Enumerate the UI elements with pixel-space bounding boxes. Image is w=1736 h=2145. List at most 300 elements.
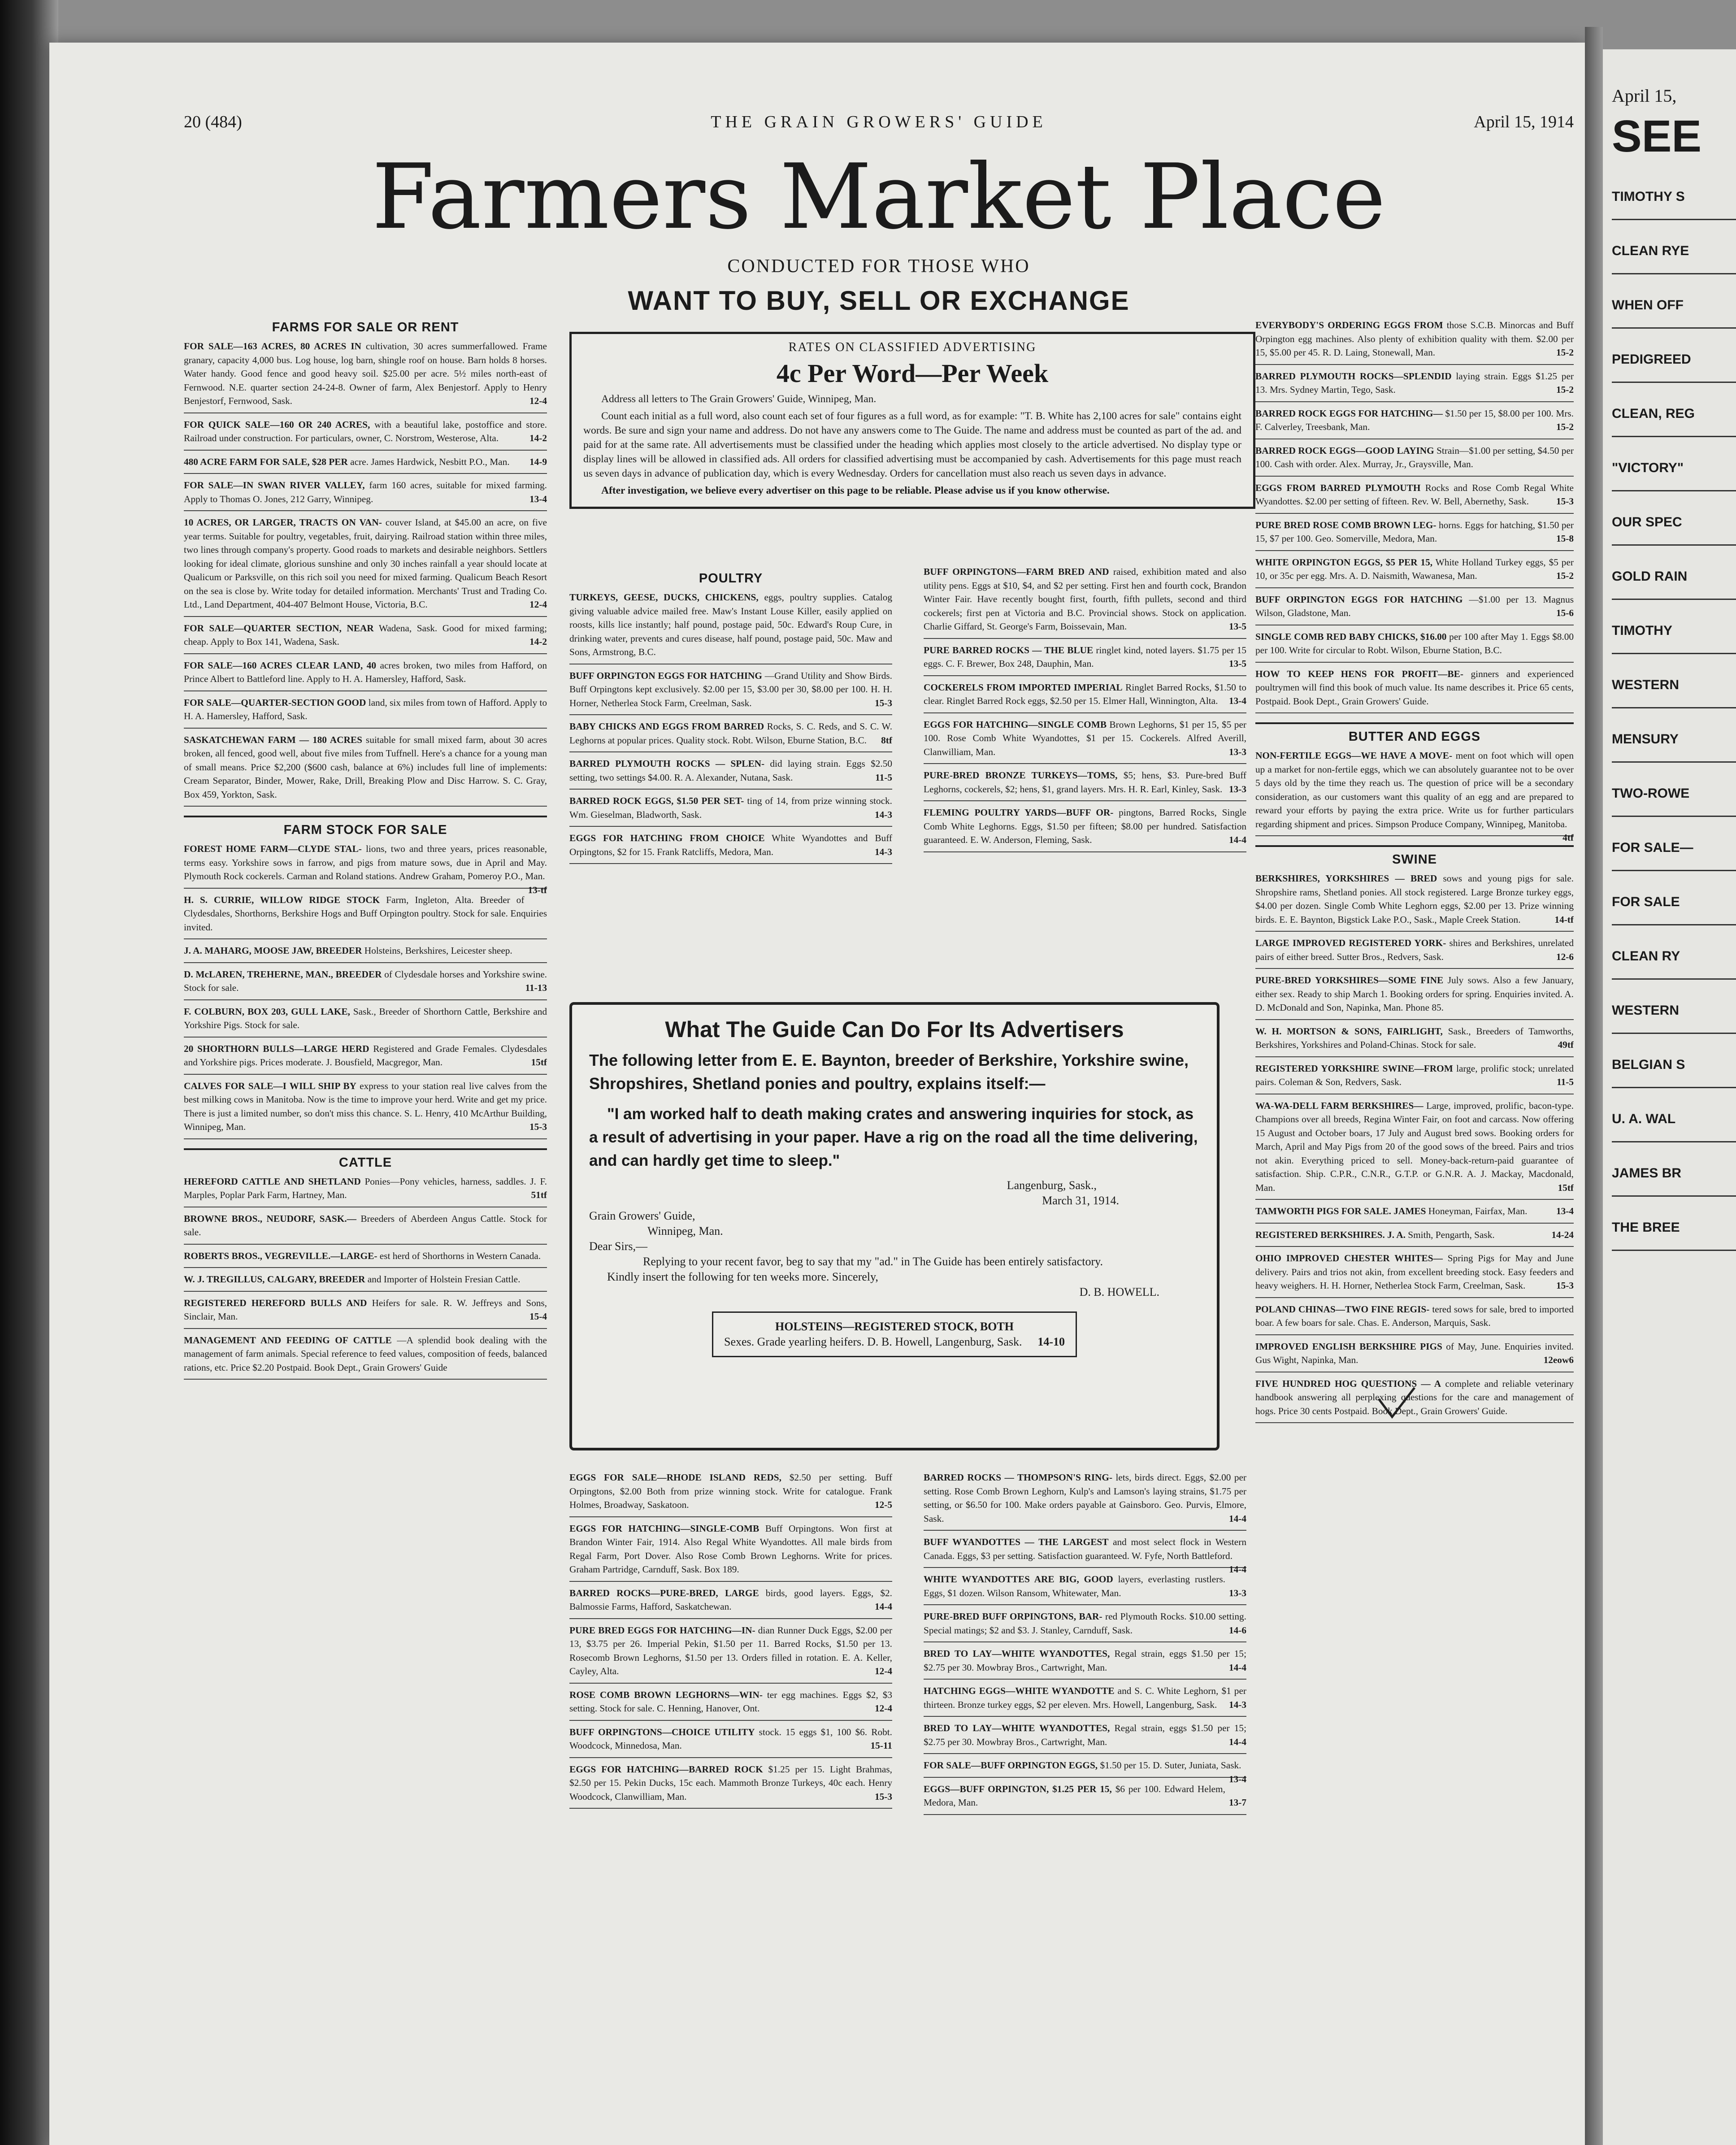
letter-date: March 31, 1914. [1042,1194,1119,1207]
ad-lead: CALVES FOR SALE—I WILL SHIP BY [184,1080,356,1091]
cattle-ads [184,1175,547,1380]
classified-ad [1255,593,1574,620]
section-heading-farms: FARMS FOR SALE OR RENT [272,320,459,334]
ad-body: stock. 15 eggs $1, 100 $6. Robt. Woodcock, Minnedosa, Man. [569,1726,892,1751]
poultry-ads-lower-left [569,1471,892,1809]
ad-divider [1255,1297,1574,1298]
ad-lead: BARRED ROCKS—PURE-BRED, LARGE [569,1587,759,1598]
section-heading-butter-eggs: BUTTER AND EGGS [1255,722,1574,744]
classified-ad [1255,1204,1574,1218]
adjacent-page-divider [1612,1250,1736,1251]
ad-lead: HEREFORD CATTLE AND SHETLAND [184,1176,361,1187]
ad-lead: TAMWORTH PIGS FOR SALE. JAMES [1255,1206,1426,1216]
adjacent-page-divider [1612,273,1736,274]
ad-body: Brown Leghorns, $1 per 15, $5 per 100. Rose Comb White Wyandottes, $1 per 15. Cockerels. Alfred Averill, Clanwilliam, Man. [924,719,1247,757]
ad-body: of May, June. Enquiries invited. Gus Wight, Napinka, Man. [1255,1341,1574,1365]
ad-divider [924,638,1246,639]
ad-divider [184,616,547,617]
ad-divider [924,1530,1246,1531]
classified-ad [924,681,1246,708]
classified-ad [184,418,547,445]
ad-divider [184,412,547,413]
ad-divider [1255,364,1574,365]
ad-body: $6 per 100. Edward Helem, Medora, Man. [924,1783,1225,1808]
letter-body: Replying to your recent favor, beg to say that my "ad." in The Guide has been entirely satisfactory. [643,1255,1103,1268]
ad-divider [1255,662,1574,663]
column-farms-stock-cattle [184,314,547,2098]
ad-body: Regal strain, eggs $1.50 per 15; $2.75 per 30. Mowbray Bros., Cartwright, Man. [924,1723,1246,1747]
classified-ad [184,733,547,802]
adjacent-page-item: U. A. WAL [1612,1112,1676,1126]
issue-date: April 15, 1914 [1474,113,1574,131]
poultry-column-left [569,565,892,868]
poultry-ads-right [924,565,1246,852]
rates-rules: Count each initial as a full word, also count each set of four figures as a full word, as for example: "T. B. White has 2,100 acres for sale" contains eight words. Be sure and sign your name and address. Do not have any answers come to The Guide. The name and address must be counted as part of the ad. and paid for at the same rate. All advertisements must be classified under the heading which applies most closely to the article advertised. No display type or display lines will be allowed in classified ads. All orders for classified advertising must be accompanied by cash. Advertisements for this page must reach us seven days in advance of publication day, which is every Wednesday. Orders for cancellation must also reach us seven days in advance. [583,410,1241,479]
ad-body: and Importer of Holstein Fresian Cattle. [367,1274,521,1285]
ad-body: Honeyman, Fairfax, Man. [1428,1206,1528,1216]
ad-lead: REGISTERED HEREFORD BULLS AND [184,1297,367,1308]
ad-lead: BUFF WYANDOTTES — THE LARGEST [924,1537,1109,1547]
ad-reference: 15-3 [874,697,892,708]
classified-ad [1255,1228,1574,1242]
page-header [184,112,1574,139]
ad-body: cultivation, 30 acres summerfallowed. Frame granary, capacity 4,000 bus. Log house, log barn, shingle roof on house. Barn holds 8 horses. Water handy. Good fence and good heavy soil. $25.00 per acre. 5½ miles north-east of Fernwood. N.E. quarter section 24-24-8. Owner of farm, Alex Benjestorf. Apply to Henry Benjestorf, Fernwood, Sask. [184,341,547,406]
ad-lead: EGGS FROM BARRED PLYMOUTH [1255,482,1421,493]
ad-divider [184,1328,547,1329]
ad-divider [569,1757,892,1758]
classified-ad [184,1333,547,1375]
ad-body: Breeders of Aberdeen Angus Cattle. Stock for sale. [184,1213,547,1238]
rates-price: 4c Per Word—Per Week [776,359,1049,388]
adjacent-page-divider [1612,978,1736,980]
adjacent-page-item: CLEAN RY [1612,949,1680,964]
classified-ad [184,621,547,649]
rates-reliability: After investigation, we believe every advertiser on this page to be reliable. Please advise us if you know otherwise. [601,485,1110,496]
adjacent-page-divider [1612,327,1736,329]
classified-ad [569,669,892,710]
ad-lead: EGGS FOR HATCHING—SINGLE-COMB [569,1523,760,1534]
ad-lead: PURE BRED EGGS FOR HATCHING—IN- [569,1624,755,1636]
ad-reference: 15-4 [529,1311,547,1322]
adjacent-page-divider [1612,599,1736,600]
adjacent-page-divider [1612,924,1736,925]
ad-lead: BROWNE BROS., NEUDORF, SASK.— [184,1213,356,1224]
ad-divider [184,473,547,474]
adjacent-page-item: CLEAN RYE [1612,243,1689,258]
ad-lead: EGGS FOR HATCHING—BARRED ROCK [569,1763,763,1775]
ad-reference: 13-7 [1228,1797,1246,1808]
ad-lead: OHIO IMPROVED CHESTER WHITES— [1255,1253,1443,1264]
ad-lead: BARRED PLYMOUTH ROCKS — SPLEN- [569,758,765,769]
adjacent-page-item: WESTERN [1612,677,1679,692]
classified-ad [569,1725,892,1753]
ad-body: ter egg machines. Eggs $2, $3 setting. Stock for sale. C. Henning, Hanover, Ont. [569,1689,893,1714]
ad-divider [1255,968,1574,969]
ad-lead: FOREST HOME FARM—CLYDE STAL- [184,843,362,854]
ad-divider [569,1683,892,1684]
classified-ad [924,1721,1246,1749]
masthead [184,145,1574,316]
ad-reference: 15-11 [870,1740,892,1751]
ad-body: horns. Eggs for hatching, $1.50 per 15, $7 per 100. Geo. Somerville, Medora, Man. [1255,519,1574,544]
ad-lead: BUFF ORPINGTON EGGS FOR HATCHING [1255,594,1463,605]
ad-reference: 11-5 [875,772,892,783]
ad-reference: 13-3 [1228,783,1246,795]
guide-box-intro: The following letter from E. E. Baynton, breeder of Berkshire, Yorkshire swine, Shropshires, Shetland ponies and poultry, explains itself:— [589,1051,1189,1093]
ad-divider [184,806,547,807]
letter-recipient: Grain Growers' Guide, [589,1209,695,1222]
ad-body: Ponies—Pony vehicles, harness, saddles. J. F. Marples, Poplar Park Farm, Hartney, Man. [184,1176,547,1200]
ad-lead: SASKATCHEWAN FARM — 180 ACRES [184,734,362,745]
adjacent-page-divider [1612,1195,1736,1197]
ad-reference: 15tf [1558,1182,1574,1193]
adjacent-page-date: April 15, [1612,86,1677,106]
ad-divider [1255,712,1574,713]
ad-divider [184,962,547,963]
ad-reference: 14-4 [874,1601,892,1612]
letter-place: Langenburg, Sask., [1007,1179,1097,1192]
ad-divider [569,1808,892,1809]
ad-reference: 14-2 [529,636,547,647]
ad-reference: 15-2 [1556,421,1574,432]
ad-reference: 12-4 [529,599,547,610]
classified-ad [184,659,547,686]
classified-ad [569,1522,892,1576]
ad-lead: BRED TO LAY—WHITE WYANDOTTES, [924,1648,1110,1659]
classified-ad [924,1684,1246,1711]
rates-address: Address all letters to The Grain Growers' Guide, Winnipeg, Man. [601,393,877,405]
classified-ad [1255,407,1574,434]
pen-checkmark-icon [1376,1385,1417,1421]
ad-body: $1.50 per 15. D. Suter, Juniata, Sask. [1100,1760,1241,1771]
masthead-subtitle: CONDUCTED FOR THOSE WHO [727,256,1030,277]
ad-lead: BARRED PLYMOUTH ROCKS—SPLENDID [1255,370,1452,382]
ad-body: Rocks, S. C. Reds, and S. C. W. Leghorns at popular prices. Quality stock. Robt. Wilson, Eburne Station, B.C. [569,721,893,746]
adjacent-page-divider [1612,1087,1736,1088]
ad-body: Holsteins, Berkshires, Leicester sheep. [364,945,512,956]
classified-ad [184,842,547,895]
ad-divider [184,999,547,1000]
ad-lead: D. McLAREN, TREHERNE, MAN., BREEDER [184,968,382,980]
journal-name: THE GRAIN GROWERS' GUIDE [711,113,1047,131]
adjacent-page-divider [1612,816,1736,817]
adjacent-page-title: SEE [1612,111,1702,161]
classified-ad [924,643,1246,671]
ad-body: per 100 after May 1. Eggs $8.00 per 100. Write for circular to Robt. Wilson, Eburne Station, B.C. [1255,631,1574,656]
ad-divider [569,1618,892,1619]
adjacent-page-fragment [1603,49,1736,2145]
ad-body: est herd of Shorthorns in Western Canada. [379,1250,541,1261]
ad-lead: REGISTERED BERKSHIRES. J. A. [1255,1229,1406,1240]
column-center [569,314,1255,2098]
sample-ad-body: Sexes. Grade yearling heifers. D. B. Howell, Langenburg, Sask. [724,1335,1022,1348]
ad-lead: EGGS FOR HATCHING FROM CHOICE [569,833,765,843]
ad-divider [184,888,547,889]
guide-box-title: What The Guide Can Do For Its Advertisers [665,1017,1124,1042]
ad-reference: 15-3 [1556,1280,1574,1291]
ad-lead: BARRED ROCK EGGS—GOOD LAYING [1255,445,1434,456]
adjacent-page-item: THE BREE [1612,1220,1680,1235]
ad-reference: 14-4 [1228,1662,1246,1673]
ad-divider [184,1138,547,1139]
ad-divider [184,690,547,691]
ad-lead: FLEMING POULTRY YARDS—BUFF OR- [924,807,1114,818]
classified-ad [924,1759,1246,1785]
classified-ad [184,968,547,995]
ad-lead: BUFF ORPINGTON EGGS FOR HATCHING [569,670,762,681]
ad-divider [184,1291,547,1292]
adjacent-page-item: TWO-ROWE [1612,786,1690,801]
ad-body: Heifers for sale. R. W. Jeffreys and Sons, Sinclair, Man. [184,1297,547,1322]
ad-lead: IMPROVED ENGLISH BERKSHIRE PIGS [1255,1341,1442,1352]
ad-divider [1255,513,1574,514]
sample-ad-ref: 14-10 [1037,1335,1065,1348]
page-gutter [1585,27,1603,2145]
classified-ad [569,720,892,747]
ad-lead: ROBERTS BROS., VEGREVILLE.—LARGE- [184,1250,378,1261]
ad-body: raised, exhibition mated and also utility pens. Eggs at $10, $4, and $2 per setting. First hen and fourth cock, Brandon Winter Fair. Have recently bought first, fourth, fifth pullets, second and third cockerels; first pen at Victoria and B.C. Provincial shows. Stock on application. Charlie Giffard, St. George's Farm, Boissevain, Man. [924,566,1246,632]
page-number: 20 (484) [184,113,242,131]
ad-lead: WA-WA-DELL FARM BERKSHIRES— [1255,1100,1424,1111]
ad-body: and S. C. White Leghorn, $1 per thirteen. Bronze turkey eggs, $2 per eleven. Mrs. Howell, Langenburg, Sask. [924,1685,1247,1710]
ad-body: sows and young pigs for sale. Shropshire rams, Shetland ponies. All stock registered. Large Bronze turkey eggs, $4.00 per dozen. Single Comb White Leghorn eggs, $2.00 per 13. Prize winning birds. E. E. Baynton, Bigstick Lake P.O., Sask., Maple Creek Station. [1255,873,1574,925]
ad-divider [1255,1056,1574,1057]
ad-divider [184,1379,547,1380]
ad-divider [924,851,1246,852]
classified-ad [1255,1303,1574,1330]
ad-reference: 49tf [1558,1039,1574,1050]
adjacent-page-item: TIMOTHY [1612,623,1672,638]
masthead-title: Farmers Market Place [372,145,1386,249]
classified-ad [1255,481,1574,508]
classified-ad [184,1175,547,1202]
ad-reference: 15-2 [1556,347,1574,358]
classified-ad [1255,1062,1574,1089]
classified-ad [569,1586,892,1614]
ad-reference: 12eow6 [1543,1355,1574,1365]
classified-ad [1255,1340,1574,1367]
ad-divider [569,1581,892,1582]
ad-lead: POLAND CHINAS—TWO FINE REGIS- [1255,1303,1430,1315]
classified-ad [1255,1251,1574,1293]
ad-divider [184,728,547,729]
ad-reference: 13-3 [1228,746,1246,757]
ad-body: express to your station real live calves from the best milking cows in Manitoba. Now is the time to improve your herd. Write and get my price. There is just a limited number, so don't miss this chance. S. L. Henry, 410 McArthur Building, Winnipeg, Man. [184,1080,547,1132]
ad-reference: 11-13 [525,982,547,993]
section-heading-cattle: CATTLE [184,1148,547,1170]
ad-body: ting of 14, from prize winning stock. Wm. Gieselman, Bladworth, Sask. [569,795,893,820]
ad-body: Farm, Ingleton, Alta. Breeder of Clydesdales, Shorthorns, Berkshire Hogs and Buff Orpington poultry. Stock for sale. Enquiries invited. [184,894,547,933]
ad-divider [1255,1019,1574,1020]
ad-body: laying strain. Eggs $1.25 per 13. Mrs. Sydney Martin, Tego, Sask. [1255,370,1574,395]
ad-body: those S.C.B. Minorcas and Buff Orpington egg machines. Also plenty of exhibition quality with them. $2.00 per 15, $5.00 per 45. R. D. Laing, Stonewall, Man. [1255,320,1574,358]
ad-divider [924,1777,1246,1778]
ad-reference: 14-9 [529,456,547,467]
butter-egg-ads [1255,749,1574,843]
ad-reference: 13-4 [1228,1773,1246,1785]
classified-ad [924,769,1246,796]
ad-lead: FIVE HUNDRED HOG QUESTIONS — A [1255,1378,1441,1389]
ad-reference: 13-5 [1228,658,1246,669]
ad-reference: 14-4 [1228,1564,1246,1575]
classified-ad [924,1647,1246,1674]
ad-body: $1.50 per 15, $8.00 per 100. Mrs. F. Calverley, Treesbank, Man. [1255,408,1574,432]
ad-lead: FOR SALE—QUARTER SECTION, NEAR [184,622,374,634]
ad-body: couver Island, at $45.00 an acre, on five year terms. Suitable for poultry, vegetables, fruit, dairying. Railroad station within three miles, two lines through company's property. Good roads to markets and desirable neighbors. Settlers looking for ideal climate, glorious sunshine and only 30 inches rainfall a year should locate at Qualicum or Parksville, on this rich soil you need for mixed farming. Qualicum Beach Resort on the sea is close by. Write today for detailed information. Merchants' Trust and Trading Co. Ltd., Land Department, 404-407 Belmont House, Victoria, B.C. [184,517,547,610]
poultry-lower-left [569,1471,892,1813]
guide-box-quote: "I am worked half to death making crates and answering inquiries for stock, as a result of advertising in your paper. Have a rig on the road all the time delivering, and can hardly get time to sleep." [589,1105,1198,1169]
ad-body: Spring Pigs for May and June delivery. Pairs and trios not akin, from excellent breeding stock. Easy feeders and heavy weighers. H. H. Horner, Netherlea Stock Farm, Creelman, Sask. [1255,1253,1574,1291]
ad-lead: PURE-BRED BRONZE TURKEYS—TOMS, [924,770,1118,781]
ad-lead: W. H. MORTSON & SONS, FAIRLIGHT, [1255,1025,1443,1037]
ad-divider [184,510,547,511]
ad-body: farm 160 acres, suitable for mixed farming. Apply to Thomas O. Jones, 212 Garry, Winnipeg. [184,480,547,504]
ad-body: Sask., Breeders of Tamworths, Berkshires, Yorkshires and Poland-Chinas. Stock for sale. [1255,1025,1574,1050]
ad-reference: 15-6 [1556,608,1574,618]
classified-ad [1255,872,1574,926]
masthead-tagline: WANT TO BUY, SELL OR EXCHANGE [628,286,1130,316]
letter-salutation: Dear Sirs,— [589,1240,647,1253]
swine-ads [1255,872,1574,1423]
classified-ad [1255,1099,1574,1195]
classified-ad [1255,749,1574,843]
adjacent-page-items [1612,189,1736,1251]
ad-divider [1255,1223,1574,1224]
ad-lead: FOR SALE—163 ACRES, 80 ACRES IN [184,341,361,352]
ad-lead: J. A. MAHARG, MOOSE JAW, BREEDER [184,945,362,956]
ad-body: with a beautiful lake, postoffice and store. Railroad under construction. For particulars, owner, C. Norstrom, Westerose, Alta. [184,419,547,443]
ad-divider [1255,1199,1574,1200]
column-poultry-butter-swine [1255,314,1574,2098]
classified-ad [1255,936,1574,964]
ad-lead: PURE-BRED BUFF ORPINGTONS, BAR- [924,1611,1102,1622]
classified-ad [184,1079,547,1134]
ad-body: ringlet kind, noted layers. $1.75 per 15 eggs. C. F. Brewer, Box 248, Dauphin, Man. [924,644,1246,669]
adjacent-page-divider [1612,1033,1736,1034]
ad-divider [924,1679,1246,1680]
ad-reference: 14-2 [529,433,547,443]
ad-lead: HOW TO KEEP HENS FOR PROFIT—BE- [1255,668,1463,679]
ad-lead: BUFF ORPINGTONS—CHOICE UTILITY [569,1726,755,1737]
ad-body: eggs, poultry supplies. Catalog giving valuable advice mailed free. Maw's Instant Louse Killer, easily applied on roosts, kills lice instantly; half pound, postage paid, 50c. Edward's Roup Cure, in drinking water, prevents and cures disease, half pound, postage paid, 50c. Maw and Sons, Armstrong, B.C. [569,592,892,657]
ad-lead: FOR SALE—IN SWAN RIVER VALLEY, [184,480,365,491]
ad-reference: 14-4 [1228,1513,1246,1524]
classified-ad [1255,444,1574,471]
letter-recipient-city: Winnipeg, Man. [647,1224,723,1238]
classified-ad [569,1688,892,1715]
ad-reference: 15-8 [1556,533,1574,544]
ad-lead: SINGLE COMB RED BABY CHICKS, $16.00 [1255,631,1447,642]
ad-body: Rocks and Rose Comb Regal White Wyandottes. $2.00 per setting of fifteen. Rev. W. Bell, Abernethy, Sask. [1255,482,1574,507]
adjacent-page-item: OUR SPEC [1612,515,1682,530]
ad-body: acres broken, two miles from Hafford, on Prince Albert to Battleford line. Apply to H. A. Hamersley, Hafford, Sask. [184,660,547,684]
adjacent-page-divider [1612,653,1736,654]
ad-lead: MANAGEMENT AND FEEDING OF CATTLE [184,1334,392,1346]
ad-divider [569,826,892,827]
classified-ad [184,1212,547,1239]
classified-ad [1255,630,1574,657]
ad-lead: LARGE IMPROVED REGISTERED YORK- [1255,938,1446,948]
ad-body: Large, improved, prolific, bacon-type. Champions over all breeds, Regina Winter Fair, on foot and carcass. Now offering 15 August and October boars, 17 July and August bred sows. Booking orders for March, April and May Pigs from 20 of the good sows of the breed. Pairs and trios not akin. Everything priced to sell. Money-back-return-paid guarantee of satisfaction. Ship. C.P.R., C.N.R., G.T.P. or G.N.R. A. J. Mackay, Macdonald, Man. [1255,1100,1574,1193]
ad-body: $1.25 per 15. Light Brahmas, $2.50 per 15. Pekin Ducks, 15c each. Mammoth Bronze Turkeys, 40c each. Henry Woodcock, Clanwilliam, Man. [569,1763,892,1802]
classified-ad [924,806,1246,847]
ad-body: complete and reliable veterinary handbook answering all perplexing questions for the care and management of hogs. Price 30 cents Postpaid. Book Dept., Grain Growers' Guide. [1255,1378,1574,1416]
adjacent-page-divider [1612,761,1736,763]
ad-lead: BUFF ORPINGTONS—FARM BRED AND [924,566,1109,577]
classified-ad [184,1042,547,1069]
adjacent-page-divider [1612,1141,1736,1142]
ad-reference: 15-2 [1556,570,1574,581]
adjacent-page-item: MENSURY [1612,732,1679,747]
poultry-column-right [924,565,1246,857]
rates-title: RATES ON CLASSIFIED ADVERTISING [788,340,1037,354]
classified-ad [569,591,892,659]
adjacent-page-divider [1612,707,1736,708]
adjacent-page-item: PEDIGREED [1612,352,1691,367]
classified-ad [1255,318,1574,360]
classified-ad [1255,973,1574,1015]
ad-lead: WHITE WYANDOTTES ARE BIG, GOOD [924,1574,1113,1585]
ad-divider [1255,587,1574,588]
adjacent-page-item: FOR SALE— [1612,840,1693,855]
classified-ad [184,516,547,612]
adjacent-page-item: "VICTORY" [1612,460,1684,475]
ad-divider [924,763,1246,764]
ad-lead: COCKERELS FROM IMPORTED IMPERIAL [924,682,1123,693]
ad-body: did laying strain. Eggs $2.50 setting, two settings $4.00. R. A. Alexander, Nutana, Sask. [569,758,892,783]
ad-divider [184,1074,547,1075]
classified-ad [569,1471,892,1512]
ad-reference: 8tf [881,734,892,746]
ad-reference: 14-tf [1554,914,1574,925]
adjacent-page-item: WHEN OFF [1612,298,1684,313]
ad-body: Strain—$1.00 per setting, $4.50 per 100. Cash with order. Alex. Murray, Jr., Graysville, Man. [1255,445,1574,469]
ad-body: dian Runner Duck Eggs, $2.00 per 13, $3.75 per 26. Imperial Pekin, $1.50 per 11. Barred Rocks, $1.50 per 13. Rosecomb Brown Leghorns, $1.50 per 13. Orders filled in rotation. E. A. Keller, Cayley, Alta. [569,1624,892,1676]
ad-body: Sask., Breeder of Shorthorn Cattle, Berkshire and Yorkshire Pigs. Stock for sale. [184,1006,547,1030]
ad-body: layers, everlasting rustlers. Eggs, $1 dozen. Wilson Ransom, Whitewater, Man. [924,1574,1225,1598]
ad-reference: 13-4 [1228,695,1246,706]
ad-body: July sows. Also a few January, either sex. Ready to ship March 1. Booking orders for spring. Enquiries invited. A. D. McDonald and Son, Napinka, Man. Phone 85. [1255,975,1574,1013]
ad-divider [1255,835,1574,836]
ad-body: land, six miles from town of Hafford. Apply to H. A. Hamersley, Hafford, Sask. [184,697,547,721]
ad-lead: EGGS FOR SALE—RHODE ISLAND REDS, [569,1472,781,1483]
ad-divider [1255,931,1574,932]
ad-body: pingtons, Barred Rocks, Single Comb White Leghorns. Eggs, $1.50 per fifteen; $8.00 per hundred. Satisfaction guaranteed. E. W. Anderson, Fleming, Sask. [924,807,1246,845]
ad-body: —$1.00 per 13. Magnus Wilson, Gladstone, Man. [1255,594,1574,618]
ad-lead: 10 ACRES, OR LARGER, TRACTS ON VAN- [184,517,382,528]
ad-lead: BERKSHIRES, YORKSHIRES — BRED [1255,873,1437,884]
classified-ad [924,1471,1246,1525]
ad-lead: 480 ACRE FARM FOR SALE, $28 PER [184,456,348,467]
ad-reference: 51tf [531,1190,547,1200]
section-heading-farm-stock: FARM STOCK FOR SALE [184,816,547,838]
ad-body: —A splendid book dealing with the management of farm animals. Special reference to feed values, composition of feeds, balanced rations, etc. Price $2.20 Postpaid. Book Dept., Grain Growers' Guide [184,1334,547,1373]
ad-lead: PURE BRED ROSE COMB BROWN LEG- [1255,519,1437,530]
ad-reference: 14-4 [1228,1736,1246,1747]
adjacent-page-item: GOLD RAIN [1612,569,1688,584]
poultry-ads-lower-right [924,1471,1246,1815]
classified-ad [1255,1025,1574,1052]
section-heading-swine: SWINE [1255,845,1574,867]
classified-ad [184,455,547,469]
ad-body: red Plymouth Rocks. $10.00 setting. Special matings; $2 and $3. J. Stanley, Carnduff, Sask. [924,1611,1247,1636]
classified-ad [1255,518,1574,546]
ad-divider [1255,1422,1574,1423]
ad-lead: EGGS FOR HATCHING—SINGLE COMB [924,719,1107,730]
classified-ad [184,1005,547,1032]
ad-reference: 15-3 [1556,496,1574,507]
adjacent-page-divider [1612,219,1736,220]
